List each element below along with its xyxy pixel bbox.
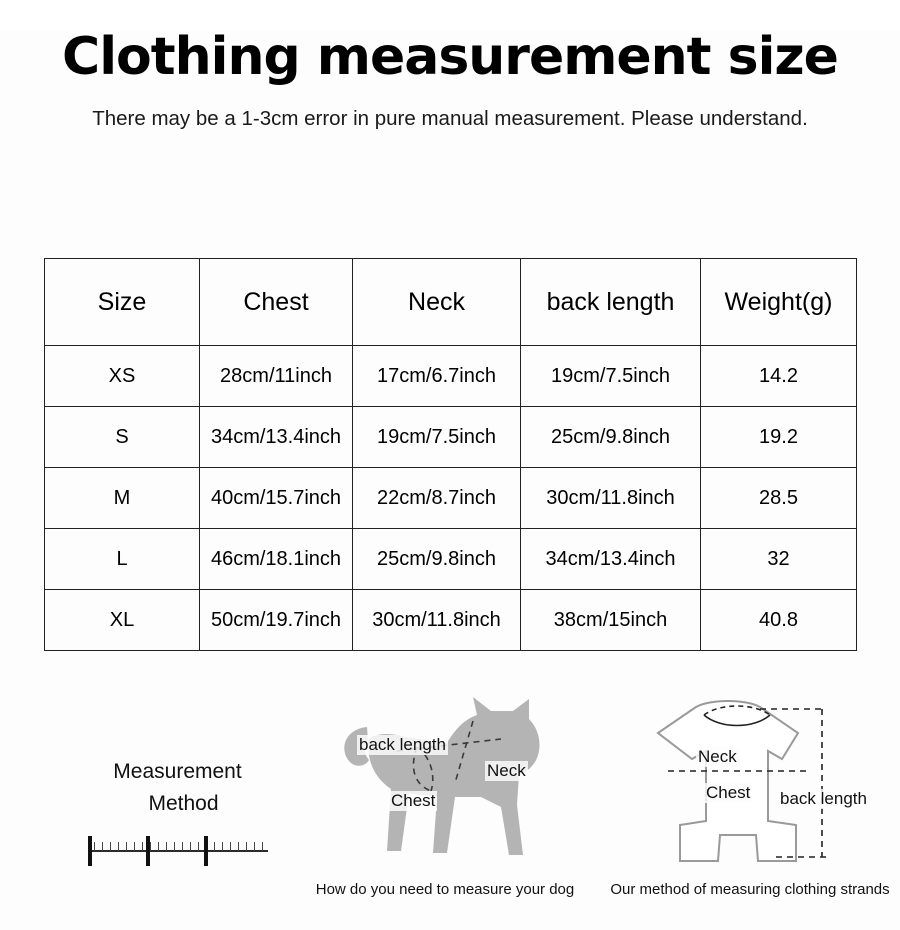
cell-size: XL	[45, 590, 200, 651]
cell-neck: 17cm/6.7inch	[353, 346, 521, 407]
measurement-method-block	[45, 760, 310, 868]
cell-size: M	[45, 468, 200, 529]
cell-size: L	[45, 529, 200, 590]
cell-back-length: 34cm/13.4inch	[521, 529, 701, 590]
dog-label-back-length: back length	[359, 735, 446, 754]
cell-size: XS	[45, 346, 200, 407]
column-header-size: Size	[45, 259, 200, 346]
table-row	[45, 468, 857, 529]
clothing-measurement-figure	[600, 685, 900, 930]
cell-back-length: 30cm/11.8inch	[521, 468, 701, 529]
cell-chest: 34cm/13.4inch	[200, 407, 353, 468]
measurement-method-label-line2: Method	[148, 792, 219, 815]
table-row	[45, 529, 857, 590]
cell-back-length: 19cm/7.5inch	[521, 346, 701, 407]
cell-chest: 46cm/18.1inch	[200, 529, 353, 590]
cell-size: S	[45, 407, 200, 468]
cell-neck: 25cm/9.8inch	[353, 529, 521, 590]
cell-neck: 30cm/11.8inch	[353, 590, 521, 651]
dog-label-chest: Chest	[391, 791, 436, 810]
cell-back-length: 25cm/9.8inch	[521, 407, 701, 468]
column-header-chest: Chest	[200, 259, 353, 346]
table-header-row	[45, 259, 857, 346]
measurement-method-label-line1: Measurement	[113, 760, 242, 783]
cell-weight: 32	[701, 529, 857, 590]
dog-label-neck: Neck	[487, 761, 526, 780]
cell-back-length: 38cm/15inch	[521, 590, 701, 651]
table-row	[45, 407, 857, 468]
cell-chest: 28cm/11inch	[200, 346, 353, 407]
ruler-icon	[88, 834, 268, 868]
page-title: Clothing measurement size	[62, 27, 838, 87]
page-subtitle: There may be a 1-3cm error in pure manual measurement. Please understand.	[92, 106, 808, 130]
cell-weight: 14.2	[701, 346, 857, 407]
cell-weight: 28.5	[701, 468, 857, 529]
figures-section	[0, 685, 900, 930]
cell-chest: 40cm/15.7inch	[200, 468, 353, 529]
cell-weight: 40.8	[701, 590, 857, 651]
dog-measurement-figure	[305, 685, 585, 930]
clothing-figure-caption: Our method of measuring clothing strands	[610, 881, 890, 898]
size-table-wrapper	[44, 258, 856, 651]
size-table	[44, 258, 857, 651]
table-row	[45, 346, 857, 407]
column-header-neck: Neck	[353, 259, 521, 346]
clothing-label-chest: Chest	[706, 783, 751, 802]
column-header-back-length: back length	[521, 259, 701, 346]
cell-chest: 50cm/19.7inch	[200, 590, 353, 651]
table-row	[45, 590, 857, 651]
cell-neck: 22cm/8.7inch	[353, 468, 521, 529]
column-header-weight: Weight(g)	[701, 259, 857, 346]
size-chart-page	[0, 27, 900, 930]
cell-neck: 19cm/7.5inch	[353, 407, 521, 468]
dog-figure-caption: How do you need to measure your dog	[315, 881, 575, 898]
clothing-label-back-length: back length	[780, 789, 867, 808]
dog-silhouette-icon	[305, 685, 585, 885]
cell-weight: 19.2	[701, 407, 857, 468]
clothing-label-neck: Neck	[698, 747, 737, 766]
